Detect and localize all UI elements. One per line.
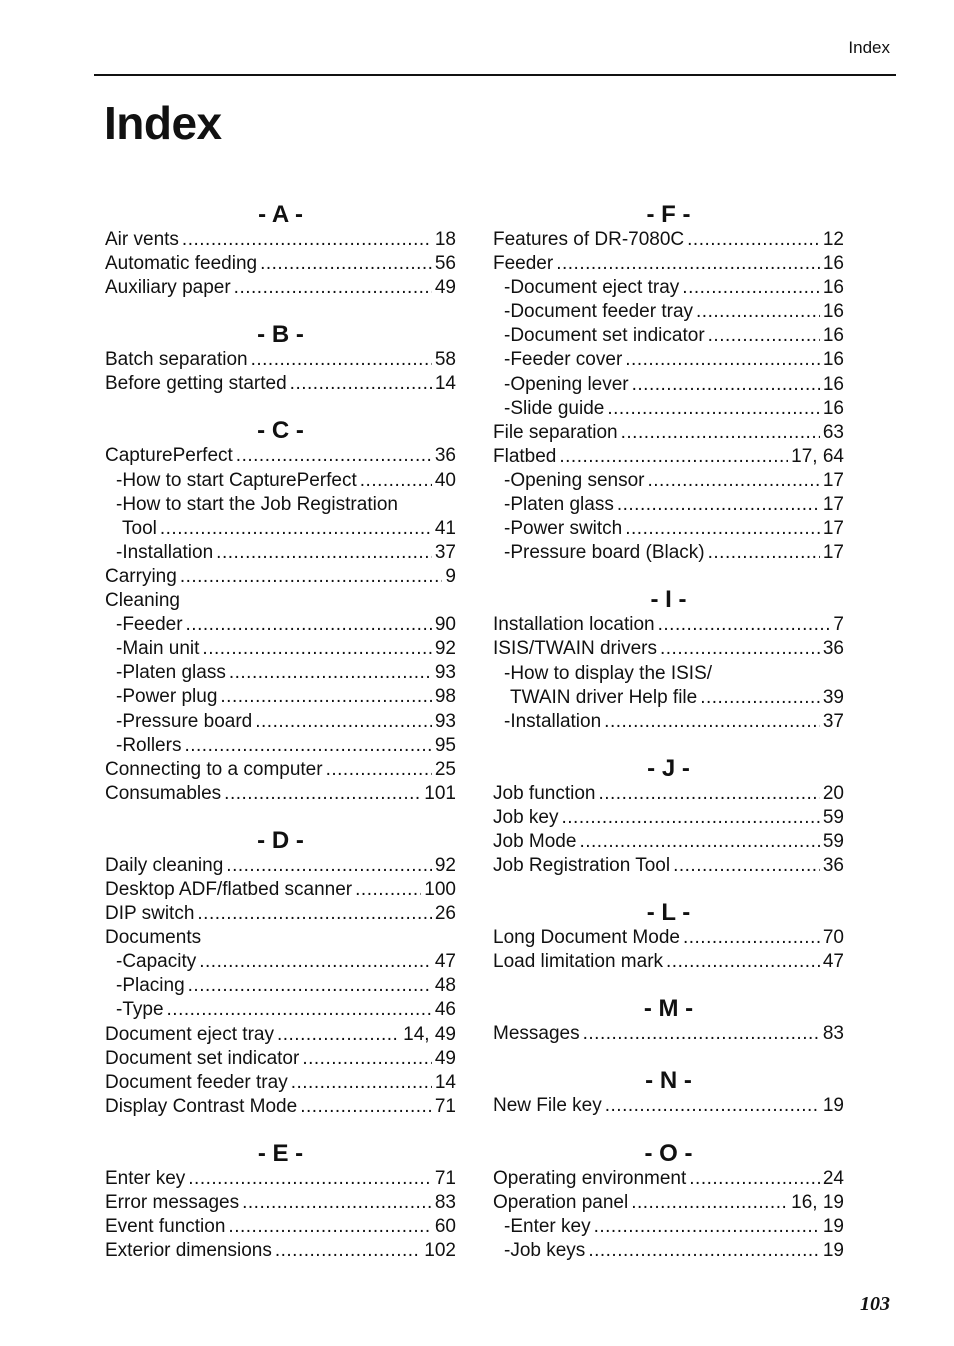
index-entry [493, 252, 844, 276]
section-letter-heading: - I - [650, 586, 687, 614]
index-entry [105, 1023, 456, 1047]
dot-leader [290, 372, 432, 396]
index-term: Desktop ADF/flatbed scanner [105, 878, 353, 900]
index-page-ref: 19 [822, 1095, 844, 1117]
index-page-ref: 14 [434, 373, 456, 395]
index-page-ref: 39 [822, 686, 844, 708]
index-entry [105, 541, 456, 565]
index-term: Features of DR-7080C [493, 229, 685, 250]
index-page-ref: 70 [822, 927, 844, 949]
index-term: Consumables [105, 782, 222, 804]
index-entry [105, 950, 456, 974]
index-entry [493, 806, 844, 830]
index-page-ref: 17 [822, 494, 844, 516]
index-entry [105, 565, 456, 589]
index-page-ref: 98 [434, 686, 456, 708]
index-term: -Power plug [116, 686, 218, 708]
index-page-ref: 36 [822, 638, 844, 660]
section-spacer [493, 1119, 844, 1141]
index-term: Enter key [105, 1167, 186, 1189]
index-page-ref: 40 [434, 469, 456, 491]
index-entry [105, 637, 456, 661]
index-entry [105, 1239, 456, 1263]
dot-leader [275, 1239, 421, 1263]
index-page-ref: 92 [434, 638, 456, 660]
dot-leader [184, 734, 431, 758]
index-entry [493, 1094, 844, 1118]
index-entry [105, 493, 456, 517]
dot-leader [559, 445, 788, 469]
index-entry [493, 710, 844, 734]
index-term: Exterior dimensions [105, 1240, 272, 1262]
index-page-ref: 7 [833, 614, 844, 636]
dot-leader [561, 806, 819, 830]
index-page-ref: 16 [822, 325, 844, 347]
index-entry [493, 1167, 844, 1191]
index-term: -Rollers [116, 734, 182, 756]
index-entry [493, 445, 844, 469]
index-page-ref: 49 [434, 277, 456, 299]
index-entry [105, 1167, 456, 1191]
index-entry [105, 348, 456, 372]
dot-leader [700, 686, 820, 710]
index-entry [105, 276, 456, 300]
index-term: -Main unit [116, 638, 200, 660]
index-entry [105, 1191, 456, 1215]
index-term: -Capacity [116, 951, 197, 973]
index-entry [493, 228, 844, 252]
dot-leader [216, 541, 432, 565]
index-page-ref: 25 [434, 758, 456, 780]
index-term: Documents [105, 927, 202, 949]
dot-leader [687, 228, 820, 252]
index-term: Feeder [493, 253, 554, 275]
index-term: Document eject tray [105, 1023, 274, 1045]
index-entry [105, 469, 456, 493]
index-entry [493, 348, 844, 372]
index-term: -Document feeder tray [504, 301, 694, 323]
dot-leader [682, 276, 820, 300]
dot-leader [360, 469, 432, 493]
index-page-ref: 36 [434, 445, 456, 467]
dot-leader [220, 685, 431, 709]
index-page-ref: 19 [822, 1215, 844, 1237]
index-page-ref: 19 [822, 1239, 844, 1261]
index-term: Document feeder tray [105, 1071, 288, 1093]
index-term: -Document eject tray [504, 277, 680, 299]
section-spacer [105, 806, 456, 828]
dot-leader [617, 493, 820, 517]
index-entry [493, 300, 844, 324]
index-page-ref: 12 [822, 229, 844, 250]
index-page-ref: 59 [822, 830, 844, 852]
index-entry [493, 517, 844, 541]
section-letter-heading: - B - [257, 321, 304, 349]
index-entry [493, 373, 844, 397]
index-term: -Type [116, 999, 164, 1021]
index-term: Operating environment [493, 1167, 687, 1189]
index-entry [105, 517, 456, 541]
index-entry [493, 469, 844, 493]
dot-leader [197, 902, 431, 926]
index-page-ref: 71 [434, 1095, 456, 1117]
dot-leader [683, 926, 820, 950]
index-entry [493, 637, 844, 661]
index-entry [105, 974, 456, 998]
index-entry [105, 1047, 456, 1071]
index-page-ref: 93 [434, 710, 456, 732]
index-term: Load limitation mark [493, 951, 664, 973]
dot-leader [666, 950, 820, 974]
dot-leader [277, 1023, 400, 1047]
dot-leader [326, 758, 432, 782]
index-term: -Enter key [504, 1215, 591, 1237]
dot-leader [625, 517, 820, 541]
dot-leader [355, 878, 421, 902]
section-spacer [493, 565, 844, 587]
dot-leader [631, 1191, 788, 1215]
index-entry [493, 493, 844, 517]
index-page-ref: 63 [822, 421, 844, 443]
index-term: -Opening lever [504, 373, 629, 395]
index-page-ref: 47 [822, 951, 844, 973]
index-page-ref: 17 [822, 518, 844, 540]
index-entry [493, 926, 844, 950]
index-term: New File key [493, 1095, 602, 1117]
index-entry [493, 324, 844, 348]
index-term: Batch separation [105, 349, 248, 371]
index-entry [493, 1022, 844, 1046]
dot-leader [658, 613, 831, 637]
dot-leader [689, 1167, 820, 1191]
index-term: -How to start the Job Registration [116, 493, 398, 515]
index-page-ref: 47 [434, 951, 456, 973]
dot-leader [607, 397, 820, 421]
index-term: Daily cleaning [105, 854, 224, 876]
index-page-ref: 16, 19 [791, 1191, 844, 1213]
dot-leader [673, 854, 820, 878]
dot-leader [708, 324, 820, 348]
dot-leader [167, 998, 432, 1022]
index-term: File separation [493, 421, 618, 443]
section-letter-heading: - F - [646, 201, 691, 228]
index-entry [493, 613, 844, 637]
section-letter-heading: - O - [644, 1139, 693, 1167]
index-term: -Platen glass [116, 662, 226, 684]
index-page-ref: 9 [445, 565, 456, 587]
index-term: -Feeder [116, 614, 183, 636]
index-term: Error messages [105, 1192, 240, 1213]
section-letter-heading: - M - [643, 995, 694, 1023]
index-page-ref: 48 [434, 975, 456, 997]
index-term: Cleaning [105, 590, 180, 612]
index-entry [105, 589, 456, 613]
running-head: Index [848, 38, 890, 57]
index-page-ref: 95 [434, 734, 456, 756]
dot-leader [236, 444, 432, 468]
dot-leader [583, 1022, 820, 1046]
index-term: Before getting started [105, 373, 287, 395]
index-term: Installation location [493, 614, 655, 636]
index-entry [493, 276, 844, 300]
index-entry [105, 854, 456, 878]
index-page-ref: 71 [434, 1167, 456, 1189]
dot-leader [579, 830, 819, 854]
index-term: -Feeder cover [504, 349, 623, 371]
index-column-left [105, 202, 456, 1263]
index-term: -Placing [116, 975, 185, 997]
section-spacer [105, 300, 456, 322]
dot-leader [160, 517, 432, 541]
index-term: CapturePerfect [105, 445, 233, 467]
dot-leader [625, 348, 820, 372]
index-term: -Pressure board (Black) [504, 542, 705, 564]
index-entry [105, 710, 456, 734]
index-page-ref: 16 [822, 277, 844, 299]
dot-leader [242, 1191, 432, 1215]
dot-leader [598, 782, 819, 806]
dot-leader [604, 710, 820, 734]
index-page-ref: 26 [434, 903, 456, 925]
index-entry [493, 421, 844, 445]
index-entry [105, 902, 456, 926]
index-term: -Job keys [504, 1239, 586, 1261]
index-entry [105, 685, 456, 709]
dot-leader [621, 421, 820, 445]
index-entry [105, 878, 456, 902]
index-entry [105, 998, 456, 1022]
index-entry [105, 228, 456, 252]
index-entry [105, 734, 456, 758]
index-term: ISIS/TWAIN drivers [493, 638, 657, 660]
index-term: Display Contrast Mode [105, 1095, 298, 1117]
index-entry [493, 397, 844, 421]
dot-leader [186, 613, 432, 637]
index-page-ref: 60 [434, 1216, 456, 1238]
index-entry [105, 613, 456, 637]
index-term: Job Mode [493, 830, 577, 852]
dot-leader [588, 1239, 820, 1263]
section-letter-heading: - J - [647, 754, 690, 782]
index-page-ref: 14 [434, 1071, 456, 1093]
index-term: Long Document Mode [493, 927, 680, 949]
section-letter-heading: - E - [257, 1139, 304, 1167]
index-page-ref: 20 [822, 782, 844, 804]
index-entry [105, 1071, 456, 1095]
index-page-ref: 37 [822, 710, 844, 732]
index-page-ref: 17, 64 [791, 445, 844, 467]
dot-leader [234, 276, 432, 300]
section-spacer [493, 878, 844, 900]
index-page-ref: 16 [822, 253, 844, 275]
index-page-ref: 17 [822, 542, 844, 564]
index-page-ref: 46 [434, 999, 456, 1021]
index-page-ref: 41 [434, 517, 456, 539]
index-entry [105, 1215, 456, 1239]
index-page-ref: 100 [424, 878, 456, 900]
index-page-ref: 56 [434, 253, 456, 275]
index-entry [105, 926, 456, 950]
index-term: -Installation [504, 710, 602, 732]
index-term: Operation panel [493, 1191, 629, 1213]
page-number: 103 [860, 1293, 890, 1315]
index-term: Air vents [105, 229, 179, 250]
index-page-ref: 16 [822, 373, 844, 395]
section-spacer [105, 1119, 456, 1141]
index-page-ref: 37 [434, 541, 456, 563]
index-page-ref: 49 [434, 1047, 456, 1069]
index-entry [493, 854, 844, 878]
index-term: Job Registration Tool [493, 855, 671, 877]
index-page-ref: 58 [434, 349, 456, 371]
section-spacer [493, 1046, 844, 1068]
index-term: -Document set indicator [504, 325, 705, 347]
dot-leader [647, 469, 819, 493]
index-term: Flatbed [493, 445, 557, 467]
page-title: Index [104, 97, 222, 149]
index-page-ref: 17 [822, 469, 844, 491]
index-entry [493, 950, 844, 974]
index-term: TWAIN driver Help file [510, 686, 698, 708]
index-page-ref: 83 [434, 1192, 456, 1213]
index-page-ref: 102 [424, 1240, 456, 1262]
index-page-ref: 16 [822, 301, 844, 323]
index-term: Tool [122, 517, 157, 539]
index-entry [493, 782, 844, 806]
index-entry [493, 541, 844, 565]
index-term: -Power switch [504, 518, 623, 540]
index-page-ref: 16 [822, 349, 844, 371]
dot-leader [260, 252, 432, 276]
index-page-ref: 36 [822, 855, 844, 877]
dot-leader [300, 1095, 432, 1119]
section-spacer [105, 396, 456, 418]
dot-leader [708, 541, 820, 565]
index-entry [493, 1239, 844, 1263]
index-term: Job function [493, 782, 596, 804]
section-letter-heading: - C - [257, 417, 304, 445]
section-letter-heading: - N - [645, 1067, 692, 1095]
index-entry [493, 686, 844, 710]
index-term: -How to display the ISIS/ [504, 662, 713, 684]
dot-leader [188, 974, 432, 998]
dot-leader [229, 661, 432, 685]
section-letter-heading: - D - [257, 826, 304, 854]
index-entry [105, 252, 456, 276]
index-term: Auxiliary paper [105, 277, 231, 299]
dot-leader [660, 637, 820, 661]
dot-leader [632, 373, 820, 397]
index-page-ref: 18 [434, 229, 456, 250]
index-page-ref: 83 [822, 1023, 844, 1045]
dot-leader [291, 1071, 432, 1095]
section-spacer [493, 974, 844, 996]
index-term: Event function [105, 1216, 226, 1238]
index-term: -Platen glass [504, 494, 614, 516]
index-entry [493, 830, 844, 854]
dot-leader [594, 1215, 820, 1239]
index-entry [105, 1095, 456, 1119]
section-letter-heading: - A - [258, 201, 303, 228]
dot-leader [224, 782, 421, 806]
index-entry [105, 758, 456, 782]
index-page-ref: 59 [822, 806, 844, 828]
index-entry [105, 661, 456, 685]
dot-leader [180, 565, 443, 589]
index-term: -Pressure board [116, 710, 253, 732]
index-entry [493, 1215, 844, 1239]
dot-leader [182, 228, 432, 252]
index-page-ref: 92 [434, 854, 456, 876]
index-term: Document set indicator [105, 1047, 300, 1069]
dot-leader [302, 1047, 432, 1071]
index-term: Carrying [105, 565, 177, 587]
section-letter-heading: - L - [646, 899, 691, 927]
index-entry [105, 372, 456, 396]
dot-leader [202, 637, 431, 661]
index-column-right [493, 202, 844, 1263]
dot-leader [556, 252, 820, 276]
index-entry [105, 782, 456, 806]
index-entry [105, 444, 456, 468]
index-page-ref: 16 [822, 397, 844, 419]
index-term: Messages [493, 1023, 580, 1045]
dot-leader [226, 854, 432, 878]
dot-leader [199, 950, 432, 974]
dot-leader [228, 1215, 431, 1239]
index-term: -Slide guide [504, 397, 605, 419]
index-page-ref: 24 [822, 1167, 844, 1189]
dot-leader [605, 1094, 820, 1118]
section-spacer [493, 734, 844, 756]
index-term: DIP switch [105, 903, 195, 925]
index-term: Job key [493, 806, 559, 828]
dot-leader [251, 348, 432, 372]
index-term: Connecting to a computer [105, 758, 323, 780]
index-page-ref: 101 [424, 782, 456, 804]
dot-leader [188, 1167, 432, 1191]
index-entry [493, 662, 844, 686]
index-term: -How to start CapturePerfect [116, 469, 357, 491]
index-page-ref: 90 [434, 614, 456, 636]
index-entry [493, 1191, 844, 1215]
index-term: -Opening sensor [504, 469, 645, 491]
index-page-ref: 93 [434, 662, 456, 684]
header-rule [94, 74, 896, 76]
dot-leader [255, 710, 432, 734]
dot-leader [696, 300, 820, 324]
index-term: Automatic feeding [105, 253, 258, 275]
index-page-ref: 14, 49 [403, 1023, 456, 1045]
index-term: -Installation [116, 541, 214, 563]
